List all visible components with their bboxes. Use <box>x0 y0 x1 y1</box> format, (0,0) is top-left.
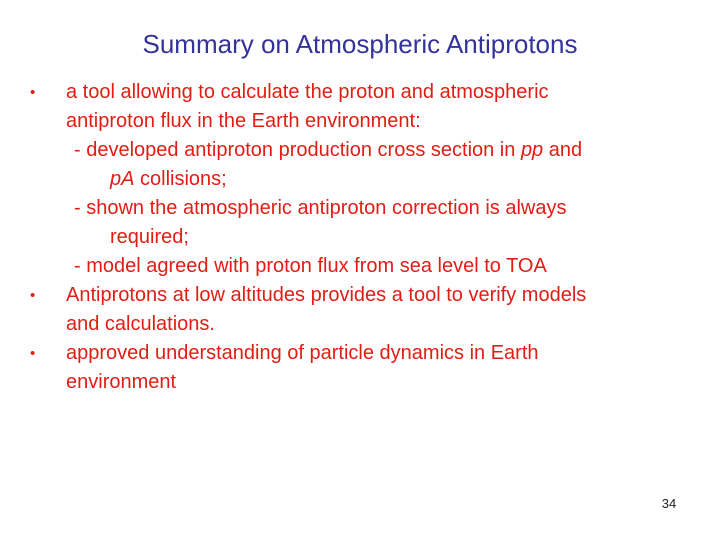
bullet-marker: • <box>30 345 36 362</box>
bullet-item <box>26 339 706 397</box>
sub-item <box>66 194 706 252</box>
sub-item-text: - developed antiproton production cross section in <box>74 139 521 161</box>
sub-item-text: and <box>543 139 583 161</box>
bullet-marker: • <box>30 287 36 304</box>
sub-item-continuation <box>74 165 706 194</box>
sub-item-continuation: required; <box>110 226 189 248</box>
bullet-line: and calculations. <box>66 313 215 335</box>
sub-item-italic-text: pA <box>110 168 135 190</box>
bullet-item <box>26 78 706 281</box>
sub-item-line: - model agreed with proton flux from sea level to TOA <box>74 255 547 277</box>
sub-item-italic-text: pp <box>520 139 544 161</box>
page-number: 34 <box>661 496 677 511</box>
slide-body <box>26 78 706 397</box>
slide-title: Summary on Atmospheric Antiprotons <box>142 29 578 59</box>
bullet-item <box>26 281 706 339</box>
bullet-line: Antiprotons at low altitudes provides a tool to verify models <box>66 284 587 306</box>
sub-item <box>66 136 706 194</box>
sub-item-line: - shown the atmospheric antiproton correction is always <box>74 197 567 219</box>
bullet-line: approved understanding of particle dynamics in Earth <box>66 342 539 364</box>
bullet-line: antiproton flux in the Earth environment: <box>66 110 421 132</box>
bullet-line: a tool allowing to calculate the proton and atmospheric <box>66 81 549 103</box>
bullet-marker: • <box>30 84 36 101</box>
sub-item-text: collisions; <box>134 168 227 190</box>
sub-item <box>66 252 706 281</box>
sub-item-line <box>74 136 706 165</box>
bullet-line: environment <box>66 371 177 393</box>
